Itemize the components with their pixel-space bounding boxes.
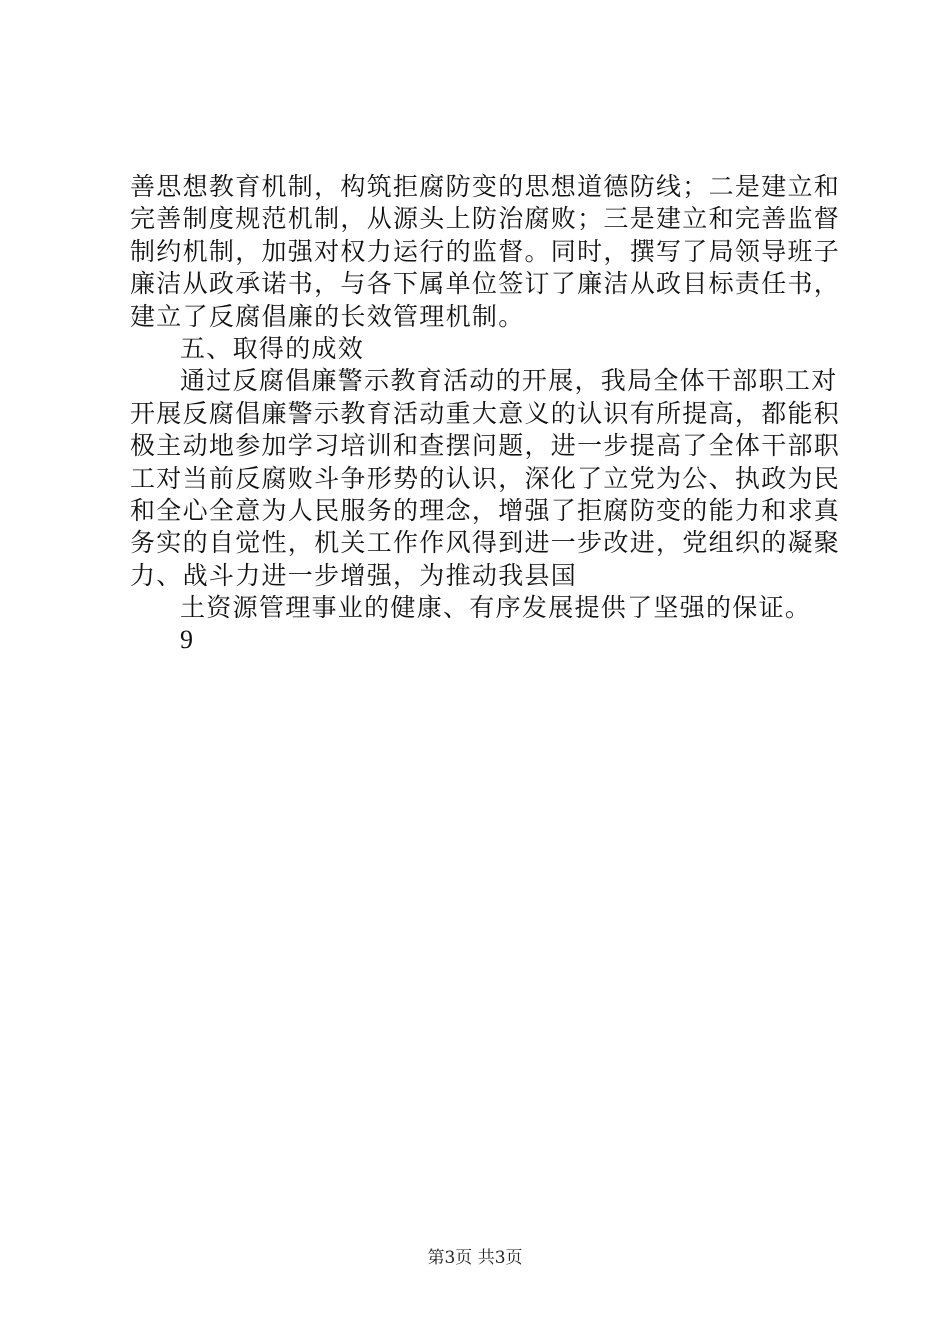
- text-line: 和全心全意为人民服务的理念，增强了拒腐防变的能力和求真: [130, 495, 841, 525]
- text-line: 务实的自觉性，机关工作作风得到进一步改进，党组织的凝聚: [130, 528, 841, 558]
- text-line: 通过反腐倡廉警示教育活动的开展，我局全体干部职工对: [180, 366, 838, 396]
- section-heading: 五、取得的成效: [180, 333, 365, 363]
- text-line: 廉洁从政承诺书，与各下属单位签订了廉洁从政目标责任书，: [130, 269, 841, 299]
- document-body: [130, 171, 841, 657]
- text-line: 极主动地参加学习培训和查摆问题，进一步提高了全体干部职: [130, 431, 841, 461]
- text-line: 制约机制，加强对权力运行的监督。同时，撰写了局领导班子: [130, 236, 841, 266]
- text-line: 建立了反腐倡廉的长效管理机制。: [130, 301, 525, 331]
- text-line: 善思想教育机制，构筑拒腐防变的思想道德防线；二是建立和: [130, 172, 841, 201]
- stray-number: 9: [180, 625, 195, 655]
- page-footer: 第3页 共3页: [427, 1248, 523, 1268]
- text-line: 土资源管理事业的健康、有序发展提供了坚强的保证。: [180, 593, 812, 623]
- text-line: 工对当前反腐败斗争形势的认识，深化了立党为公、执政为民: [130, 463, 841, 493]
- text-line: 力、战斗力进一步增强，为推动我县国: [130, 560, 578, 590]
- text-line: 完善制度规范机制，从源头上防治腐败；三是建立和完善监督: [130, 204, 841, 234]
- text-line: 开展反腐倡廉警示教育活动重大意义的认识有所提高，都能积: [130, 398, 841, 428]
